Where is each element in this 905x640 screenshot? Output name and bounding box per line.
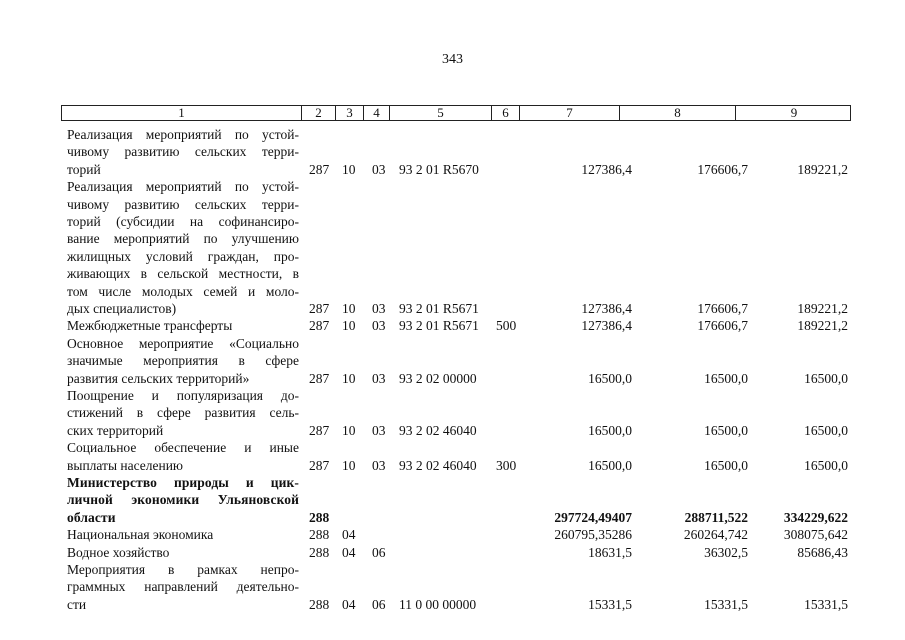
row-9-col-3: 04 xyxy=(342,544,356,560)
row-2-name-line: дых специалистов) xyxy=(67,301,177,316)
row-3-col-7: 127386,4 xyxy=(581,318,632,334)
row-3-col-9: 189221,2 xyxy=(797,318,848,334)
row-1-col-7: 127386,4 xyxy=(581,161,632,177)
row-3-col-6: 500 xyxy=(496,318,517,334)
row-3-col-2: 287 xyxy=(309,318,330,334)
row-5-name-line: стижений в сфере развития сель- xyxy=(67,405,299,421)
row-1-name-line: Реализация мероприятий по устой- xyxy=(67,127,299,142)
row-8-col-8: 260264,742 xyxy=(683,527,748,543)
row-1-col-4: 03 xyxy=(372,161,386,177)
row-7-name-line: Министерство природы и цик- xyxy=(67,475,299,490)
row-4-name-line: значимые мероприятия в сфере xyxy=(67,353,299,369)
row-1-col-2: 287 xyxy=(309,161,330,177)
row-3-col-4: 03 xyxy=(372,318,386,334)
row-7-name-line: личной экономики Ульяновской xyxy=(67,492,299,508)
row-6-col-6: 300 xyxy=(496,457,517,473)
row-3-name-line: Межбюджетные трансферты xyxy=(67,318,233,334)
row-5-col-7: 16500,0 xyxy=(588,422,632,438)
row-3-col-5: 93 2 01 R5671 xyxy=(399,318,479,334)
row-2-col-8: 176606,7 xyxy=(697,301,748,316)
page-number: 343 xyxy=(442,52,463,67)
row-8-col-2: 288 xyxy=(309,527,330,543)
row-1-col-3: 10 xyxy=(342,161,356,177)
row-5-name-line: ских территорий xyxy=(67,422,164,438)
row-8-col-3: 04 xyxy=(342,527,356,543)
row-4-name-line: Основное мероприятие «Социально xyxy=(67,335,299,351)
header-col-4: 4 xyxy=(364,106,390,120)
row-10-name-line: Мероприятия в рамках непро- xyxy=(67,562,299,577)
row-9-name-line: Водное хозяйство xyxy=(67,544,170,560)
row-4-name-line: развития сельских территорий» xyxy=(67,370,250,386)
row-7-name-line: области xyxy=(67,509,116,525)
row-4-col-9: 16500,0 xyxy=(804,370,848,386)
row-10-col-4: 06 xyxy=(372,596,386,612)
header-col-8: 8 xyxy=(620,106,736,120)
row-1-name-line: торий xyxy=(67,161,101,177)
header-col-1: 1 xyxy=(62,106,302,120)
row-6-col-7: 16500,0 xyxy=(588,457,632,473)
row-9-col-7: 18631,5 xyxy=(588,544,632,560)
row-2-col-7: 127386,4 xyxy=(581,301,632,316)
row-2-name-line: вание мероприятий по улучшению xyxy=(67,231,299,247)
row-10-col-7: 15331,5 xyxy=(588,596,632,612)
row-1-name-line: чивому развитию сельских терри- xyxy=(67,144,299,160)
row-6-col-8: 16500,0 xyxy=(704,457,748,473)
row-7-col-8: 288711,522 xyxy=(684,509,748,525)
row-4-col-2: 287 xyxy=(309,370,330,386)
header-col-6: 6 xyxy=(492,106,520,120)
row-5-col-5: 93 2 02 46040 xyxy=(399,422,477,438)
header-col-3: 3 xyxy=(336,106,364,120)
row-2-col-2: 287 xyxy=(309,301,330,316)
row-2-name-line: живающих в сельской местности, в xyxy=(67,266,299,282)
row-2-col-9: 189221,2 xyxy=(797,301,848,316)
row-4-col-8: 16500,0 xyxy=(704,370,748,386)
row-5-col-9: 16500,0 xyxy=(804,422,848,438)
row-6-col-9: 16500,0 xyxy=(804,457,848,473)
row-7-col-7: 297724,49407 xyxy=(554,509,632,525)
row-5-col-8: 16500,0 xyxy=(704,422,748,438)
row-10-name-line: сти xyxy=(67,596,87,612)
row-5-col-2: 287 xyxy=(309,422,330,438)
row-10-col-5: 11 0 00 00000 xyxy=(399,596,477,612)
row-10-name-line: граммных направлений деятельно- xyxy=(67,579,299,595)
row-4-col-7: 16500,0 xyxy=(588,370,632,386)
header-col-2: 2 xyxy=(302,106,336,120)
row-9-col-4: 06 xyxy=(372,544,386,560)
header-col-7: 7 xyxy=(520,106,620,120)
row-1-col-5: 93 2 01 R5670 xyxy=(399,161,479,177)
row-9-col-9: 85686,43 xyxy=(797,544,848,560)
row-3-col-3: 10 xyxy=(342,318,356,334)
row-2-name-line: чивому развитию сельских терри- xyxy=(67,196,299,212)
row-10-col-3: 04 xyxy=(342,596,356,612)
table-header xyxy=(61,105,851,121)
row-10-col-2: 288 xyxy=(309,596,330,612)
row-5-col-3: 10 xyxy=(342,422,356,438)
row-9-col-2: 288 xyxy=(309,544,330,560)
row-2-name-line: жилищных условий граждан, про- xyxy=(67,248,299,264)
row-1-col-8: 176606,7 xyxy=(697,161,748,177)
row-2-col-3: 10 xyxy=(342,301,356,316)
row-8-name-line: Национальная экономика xyxy=(67,527,214,543)
header-col-9: 9 xyxy=(790,105,798,120)
row-4-col-4: 03 xyxy=(372,370,386,386)
row-10-col-8: 15331,5 xyxy=(704,596,748,612)
row-7-col-2: 288 xyxy=(309,509,330,525)
row-4-col-3: 10 xyxy=(342,370,356,386)
row-8-col-7: 260795,35286 xyxy=(554,527,632,543)
row-7-col-9: 334229,622 xyxy=(783,509,848,525)
row-6-col-2: 287 xyxy=(309,457,330,473)
header-col-5: 5 xyxy=(390,106,492,120)
row-2-name-line: том числе молодых семей и моло- xyxy=(67,283,299,299)
row-6-col-4: 03 xyxy=(372,457,386,473)
row-8-col-9: 308075,642 xyxy=(783,527,848,543)
row-2-name-line: Реализация мероприятий по устой- xyxy=(67,179,299,195)
row-6-name-line: выплаты населению xyxy=(67,457,184,473)
row-2-col-5: 93 2 01 R5671 xyxy=(399,301,479,316)
row-3-col-8: 176606,7 xyxy=(697,318,748,334)
row-6-col-5: 93 2 02 46040 xyxy=(399,457,477,473)
row-10-col-9: 15331,5 xyxy=(804,596,848,612)
row-6-col-3: 10 xyxy=(342,457,356,473)
row-9-col-8: 36302,5 xyxy=(704,544,748,560)
row-2-col-4: 03 xyxy=(372,301,386,316)
row-6-name-line: Социальное обеспечение и иные xyxy=(67,440,299,456)
row-5-col-4: 03 xyxy=(372,422,386,438)
row-5-name-line: Поощрение и популяризация до- xyxy=(67,388,299,403)
row-2-name-line: торий (субсидии на софинансиро- xyxy=(67,214,299,229)
row-1-col-9: 189221,2 xyxy=(797,161,848,177)
row-4-col-5: 93 2 02 00000 xyxy=(399,370,477,386)
